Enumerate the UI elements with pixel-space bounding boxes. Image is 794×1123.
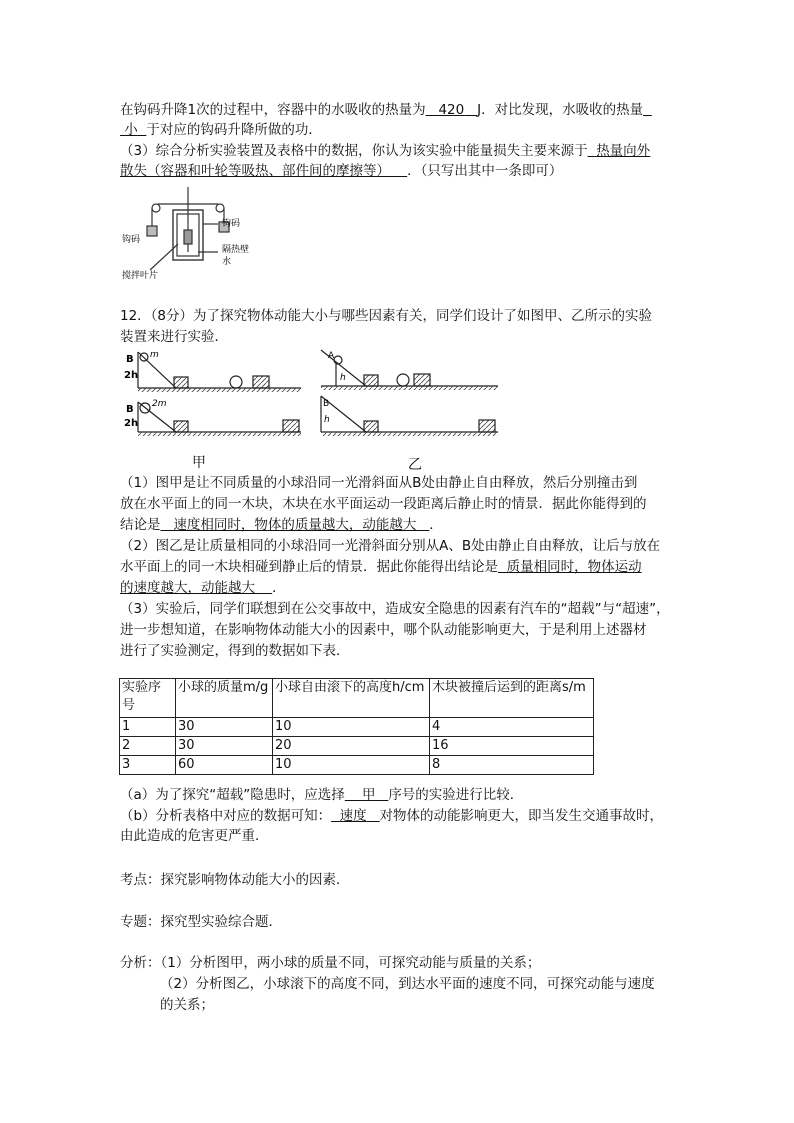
text-line: [120, 141, 650, 161]
answer-blank: 质量相同时，物体运动: [506, 559, 642, 575]
text-line: （3）实验后，同学们联想到在公交事故中，造成安全隐患的因素有汽车的“超载”与“超速”，: [120, 601, 670, 617]
text-line: （1）图甲是让不同质量的小球沿同一光滑斜面从B处由静止自由释放，然后分别撞击到: [120, 475, 638, 491]
table-cell: 60: [176, 756, 273, 775]
text-line: 进一步想知道，在影响物体动能大小的因素中，哪个队动能影响更大，于是利用上述器材: [120, 622, 647, 638]
answer-blank: 速度: [339, 808, 367, 824]
text-line: [120, 161, 562, 181]
text-line: （a）为了探究“超载”隐患时，应选择 甲 序号的实验进行比较．: [120, 787, 524, 803]
data-table: [119, 678, 594, 775]
text-line: 水平面上的同一木块相碰到静止后的情景．据此你能得出结论是 质量相同时，物体运动: [120, 559, 642, 575]
text-line: （2）图乙是让质量相同的小球沿同一光滑斜面分别从A、B处由静止自由释放，让后与放在: [120, 538, 661, 554]
figure-label-jia: 甲: [192, 455, 206, 471]
answer-blank: 的速度越大，动能越大: [120, 580, 255, 596]
table-cell: 2: [120, 737, 176, 756]
fenxi-line: 的关系；: [160, 997, 214, 1013]
weight-label: 钩码: [222, 219, 241, 229]
text-segment: 在钩码升降1次的过程中，容器中的水吸收的热量为: [120, 102, 426, 118]
table-cell: 10: [273, 756, 430, 775]
text-line: （b）分析表格中对应的数据可知： 速度 对物体的动能影响更大，即当发生交通事故时，: [120, 808, 664, 824]
table-cell: 10: [273, 718, 430, 737]
table-cell: 20: [273, 737, 430, 756]
table-cell: 4: [430, 718, 594, 737]
text-line: 的速度越大，动能越大 ．: [120, 580, 286, 596]
text-line: 由此造成的危害更严重．: [120, 828, 269, 844]
kinetic-energy-figure: [116, 348, 506, 448]
text-segment: （3）综合分析实验装置及表格中的数据，你认为该实验中能量损失主要来源于: [120, 143, 588, 159]
answer-blank: 散失（容器和叶轮等吸热、部件间的摩擦等）: [120, 163, 390, 179]
fenxi-line: 分析：（1）分析图甲，两小球的质量不同，可探究动能与质量的关系；: [120, 955, 541, 971]
table-header: 小球自由滚下的高度h/cm: [273, 679, 430, 718]
table-row: [120, 756, 594, 775]
point-label: B: [126, 354, 134, 365]
table-header: 实验序号: [120, 679, 176, 718]
table-cell: 1: [120, 718, 176, 737]
text-line: [120, 120, 322, 140]
text-line: 放在水平面上的同一木块，木块在水平面运动一段距离后静止时的情景．据此你能得到的: [120, 496, 647, 512]
table-cell: 16: [430, 737, 594, 756]
point-label: B: [126, 404, 134, 415]
answer-blank: 420: [438, 102, 465, 118]
water-label: 水: [222, 257, 232, 267]
table-cell: 8: [430, 756, 594, 775]
mass-label: m: [150, 350, 159, 360]
table-cell: 30: [176, 737, 273, 756]
mass-label: 2m: [152, 399, 167, 409]
text-line: 进行了实验测定，得到的数据如下表．: [120, 643, 350, 659]
text-segment: ．（只写出其中一条即可）: [407, 163, 563, 179]
table-row: [120, 718, 594, 737]
paddle-label: 搅拌叶片: [122, 271, 159, 281]
answer-blank: 速度相同时，物体的质量越大，动能越大: [173, 517, 417, 533]
text-segment: J．对比发现，水吸收的热量: [477, 102, 644, 118]
height-label: h: [340, 373, 346, 383]
text-line: 装置来进行实验．: [120, 329, 228, 345]
fenxi-line: （2）分析图乙，小球滚下的高度不同，到达水平面的速度不同，可探究动能与速度: [160, 976, 655, 992]
text-line: 结论是 速度相同时，物体的质量越大，动能越大 ．: [120, 517, 443, 533]
table-header-row: [120, 679, 594, 718]
figure-label-yi: 乙: [408, 457, 422, 473]
kaodian: 考点：探究影响物体动能大小的因素．: [120, 872, 350, 888]
table-cell: 30: [176, 718, 273, 737]
insulated-wall-label: 隔热壁: [222, 245, 250, 255]
answer-blank: 小: [124, 122, 138, 138]
zhuanti: 专题：探究型实验综合题．: [120, 914, 282, 930]
table-header: 小球的质量m/g: [176, 679, 273, 718]
answer-blank: 热量向外: [596, 143, 651, 159]
answer-blank: 甲: [361, 787, 376, 803]
weight-label: 钩码: [122, 235, 141, 245]
joule-apparatus-figure: [118, 182, 278, 282]
point-label: A: [328, 351, 335, 361]
height-label: 2h: [124, 370, 139, 381]
height-label: 2h: [124, 418, 139, 429]
point-label: B: [323, 399, 330, 409]
text-segment: 于对应的钩码升降所做的功．: [146, 122, 322, 138]
text-line: [120, 100, 652, 120]
question-title: 12．（8分）为了探究物体动能大小与哪些因素有关，同学们设计了如图甲、乙所示的实验: [120, 308, 653, 324]
table-row: [120, 737, 594, 756]
table-header: 木块被撞后运到的距离s/m: [430, 679, 594, 718]
height-label: h: [324, 415, 330, 425]
table-cell: 3: [120, 756, 176, 775]
